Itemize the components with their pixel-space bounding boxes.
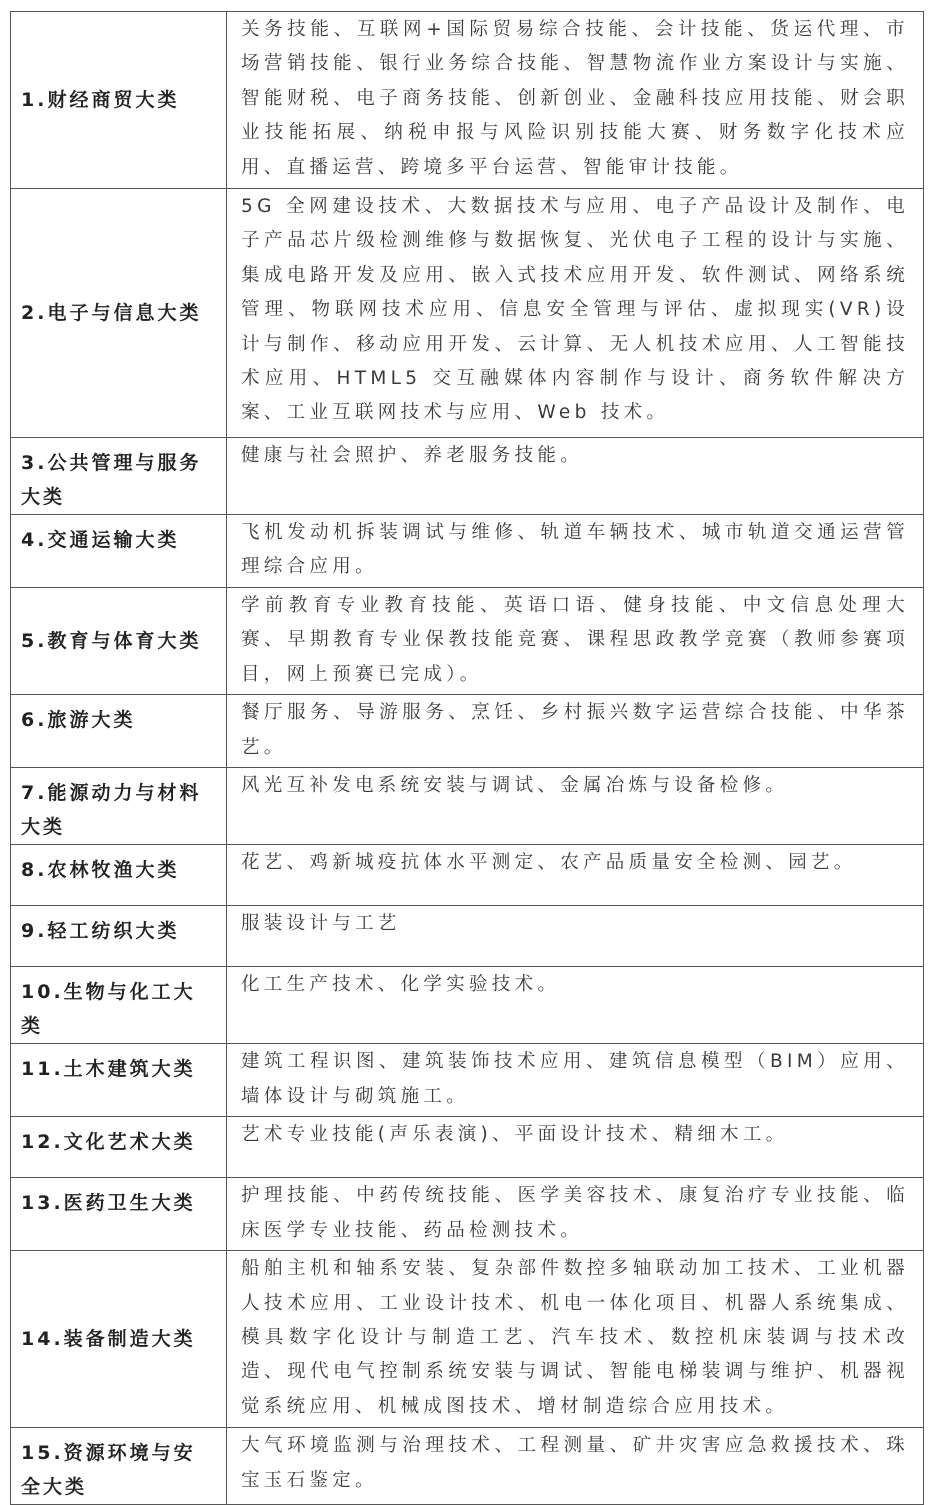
category-cell bbox=[11, 515, 227, 588]
table-row bbox=[11, 12, 924, 189]
category-cell bbox=[11, 1178, 227, 1251]
category-cell bbox=[11, 1044, 227, 1117]
skills-list: 服装设计与工艺 bbox=[241, 913, 401, 935]
table-row bbox=[11, 588, 924, 695]
content-cell bbox=[227, 695, 924, 768]
table-row bbox=[11, 1044, 924, 1117]
category-cell bbox=[11, 695, 227, 768]
skills-list: 建筑工程识图、建筑装饰技术应用、建筑信息模型（BIM）应用、墙体设计与砌筑施工。 bbox=[241, 1051, 909, 1107]
category-cell bbox=[11, 967, 227, 1044]
content-cell bbox=[227, 906, 924, 967]
category-label: 7.能源动力与材料大类 bbox=[21, 782, 202, 839]
skills-list: 护理技能、中药传统技能、医学美容技术、康复治疗专业技能、临床医学专业技能、药品检测技术。 bbox=[241, 1185, 909, 1241]
table-row bbox=[11, 845, 924, 906]
content-cell bbox=[227, 845, 924, 906]
content-cell bbox=[227, 1044, 924, 1117]
category-label: 8.农林牧渔大类 bbox=[21, 859, 180, 882]
category-label: 13.医药卫生大类 bbox=[21, 1192, 196, 1215]
content-cell bbox=[227, 1428, 924, 1505]
skills-list: 船舶主机和轴系安装、复杂部件数控多轴联动加工技术、工业机器人技术应用、工业设计技术、机电一体化项目、机器人系统集成、模具数字化设计与制造工艺、汽车技术、数控机床装调与技术改造、现代电气控制系统安装与调试、智能电梯装调与维护、机器视觉系统应用、机械成图技术、增材制造综合应用技术。 bbox=[241, 1258, 909, 1417]
content-cell bbox=[227, 12, 924, 189]
category-label: 9.轻工纺织大类 bbox=[21, 920, 180, 943]
table-row bbox=[11, 768, 924, 845]
table-row bbox=[11, 515, 924, 588]
skills-list: 餐厅服务、导游服务、烹饪、乡村振兴数字运营综合技能、中华茶艺。 bbox=[241, 702, 909, 758]
content-cell bbox=[227, 768, 924, 845]
category-label: 1.财经商贸大类 bbox=[21, 89, 180, 111]
category-cell bbox=[11, 588, 227, 695]
category-label: 14.装备制造大类 bbox=[21, 1328, 196, 1351]
category-label: 10.生物与化工大类 bbox=[21, 981, 196, 1038]
category-label: 11.土木建筑大类 bbox=[21, 1058, 196, 1081]
content-cell bbox=[227, 1117, 924, 1178]
skills-list: 花艺、鸡新城疫抗体水平测定、农产品质量安全检测、园艺。 bbox=[241, 852, 857, 874]
table-row bbox=[11, 189, 924, 438]
content-cell bbox=[227, 588, 924, 695]
content-cell bbox=[227, 967, 924, 1044]
content-cell bbox=[227, 189, 924, 438]
category-label: 4.交通运输大类 bbox=[21, 529, 180, 551]
skills-list: 飞机发动机拆装调试与维修、轨道车辆技术、城市轨道交通运营管理综合应用。 bbox=[241, 522, 909, 578]
table-row bbox=[11, 1178, 924, 1251]
skills-list: 艺术专业技能(声乐表演)、平面设计技术、精细木工。 bbox=[241, 1124, 789, 1146]
table-row bbox=[11, 967, 924, 1044]
skills-list: 健康与社会照护、养老服务技能。 bbox=[241, 445, 584, 466]
skills-list: 5G 全网建设技术、大数据技术与应用、电子产品设计及制作、电子产品芯片级检测维修与数据恢复、光伏电子工程的设计与实施、集成电路开发及应用、嵌入式技术应用开发、软件测试、网络系统管理、物联网技术应用、信息安全管理与评估、虚拟现实(VR)设计与制作、移动应用开发、云计算、无人机技术应用、人工智能技术应用、HTML5 交互融媒体内容制作与设计、商务软件解决方案、工业互联网技术与应用、Web 技术。 bbox=[241, 196, 909, 424]
category-cell bbox=[11, 1251, 227, 1428]
category-cell bbox=[11, 438, 227, 515]
category-label: 6.旅游大类 bbox=[21, 709, 136, 732]
skills-list: 学前教育专业教育技能、英语口语、健身技能、中文信息处理大赛、早期教育专业保教技能竞赛、课程思政教学竞赛（教师参赛项目，网上预赛已完成）。 bbox=[241, 595, 909, 685]
skills-list: 化工生产技术、化学实验技术。 bbox=[241, 974, 561, 996]
table-row bbox=[11, 438, 924, 515]
table-row bbox=[11, 1117, 924, 1178]
category-label: 2.电子与信息大类 bbox=[21, 302, 202, 324]
category-cell bbox=[11, 189, 227, 438]
competition-category-table-container bbox=[10, 11, 924, 1505]
skills-list: 关务技能、互联网+国际贸易综合技能、会计技能、货运代理、市场营销技能、银行业务综合技能、智慧物流作业方案设计与实施、智能财税、电子商务技能、创新创业、金融科技应用技能、财会职业技能拓展、纳税申报与风险识别技能大赛、财务数字化技术应用、直播运营、跨境多平台运营、智能审计技能。 bbox=[241, 19, 909, 178]
category-label: 12.文化艺术大类 bbox=[21, 1131, 196, 1154]
content-cell bbox=[227, 1251, 924, 1428]
category-cell bbox=[11, 845, 227, 906]
category-label: 15.资源环境与安全大类 bbox=[21, 1442, 196, 1499]
content-cell bbox=[227, 1178, 924, 1251]
content-cell bbox=[227, 438, 924, 515]
skills-list: 大气环境监测与治理技术、工程测量、矿井灾害应急救援技术、珠宝玉石鉴定。 bbox=[241, 1435, 909, 1491]
table-row bbox=[11, 1251, 924, 1428]
category-label: 5.教育与体育大类 bbox=[21, 630, 202, 653]
skills-list: 风光互补发电系统安装与调试、金属冶炼与设备检修。 bbox=[241, 775, 789, 797]
table-row bbox=[11, 906, 924, 967]
category-label: 3.公共管理与服务大类 bbox=[21, 452, 202, 508]
table-row bbox=[11, 1428, 924, 1505]
category-cell bbox=[11, 12, 227, 189]
category-cell bbox=[11, 1117, 227, 1178]
content-cell bbox=[227, 515, 924, 588]
category-cell bbox=[11, 768, 227, 845]
category-cell bbox=[11, 1428, 227, 1505]
category-cell bbox=[11, 906, 227, 967]
table-row bbox=[11, 695, 924, 768]
competition-category-table bbox=[10, 11, 924, 1505]
